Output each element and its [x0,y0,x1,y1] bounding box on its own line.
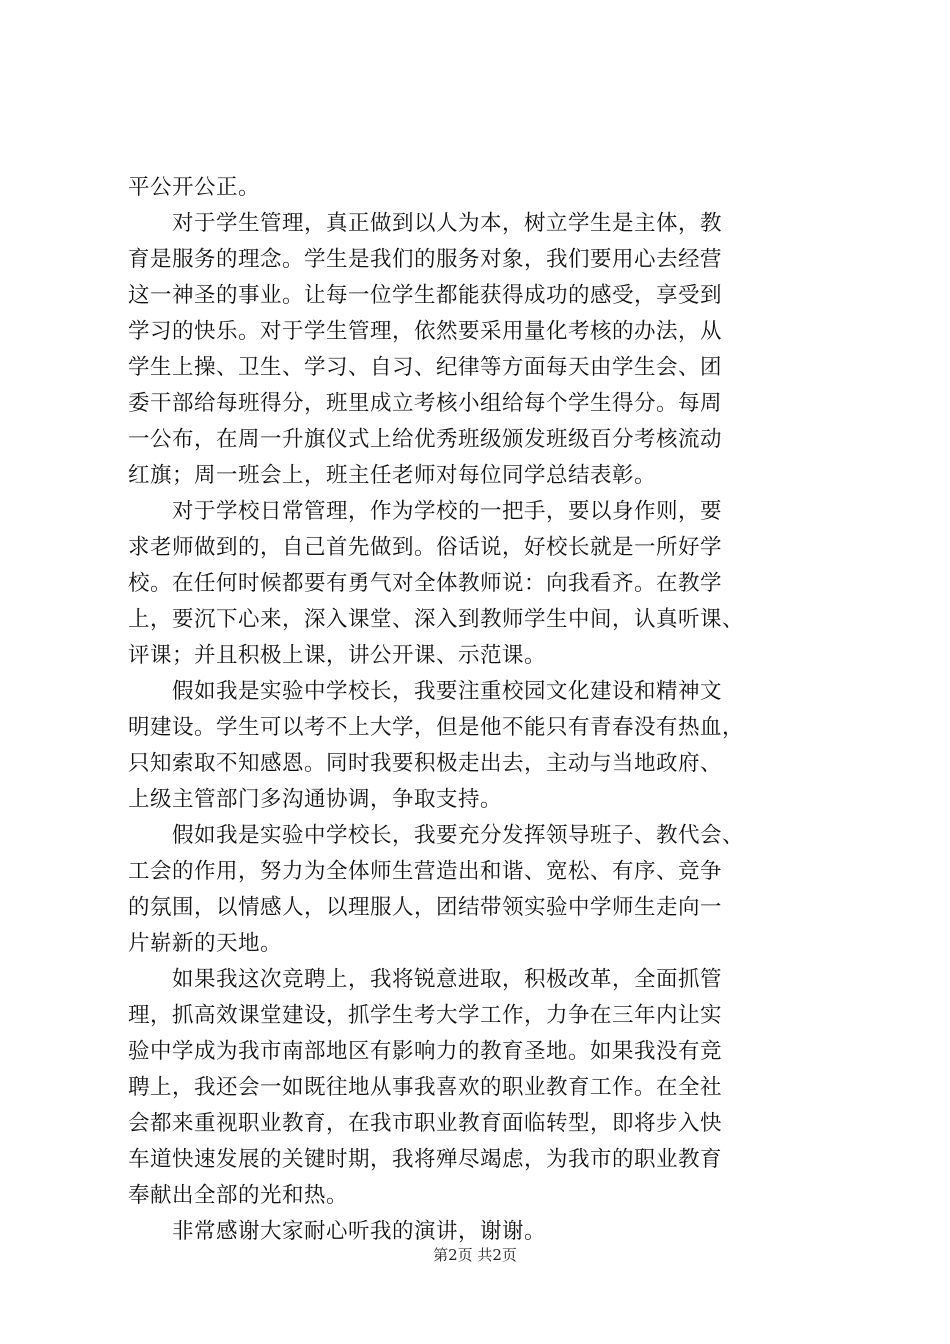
text-line: 只知索取不知感恩。同时我要积极走出去，主动与当地政府、 [128,751,723,776]
page-footer [0,1244,950,1265]
text-line: 片崭新的天地。 [128,931,283,956]
text-line: 工会的作用，努力为全体师生营造出和谐、宽松、有序、竞争 [128,859,723,884]
text-line: 对于学校日常管理，作为学校的一把手，要以身作则，要 [172,499,723,524]
text-line: 的氛围，以情感人，以理服人，团结带领实验中学师生走向一 [128,895,723,920]
text-line: 对于学生管理，真正做到以人为本，树立学生是主体，教 [172,211,723,236]
text-line: 车道快速发展的关键时期，我将殚尽竭虑，为我市的职业教育 [128,1147,723,1172]
text-line: 一公布，在周一升旗仪式上给优秀班级颁发班级百分考核流动 [128,427,723,452]
text-line: 平公开公正。 [128,175,261,200]
text-line: 聘上，我还会一如既往地从事我喜欢的职业教育工作。在全社 [128,1075,723,1100]
text-line: 会都来重视职业教育，在我市职业教育面临转型，即将步入快 [128,1111,723,1136]
text-line: 学生上操、卫生、学习、自习、纪律等方面每天由学生会、团 [128,355,723,380]
text-line: 育是服务的理念。学生是我们的服务对象，我们要用心去经营 [128,247,723,272]
text-line: 非常感谢大家耐心听我的演讲，谢谢。 [172,1219,547,1244]
text-line: 红旗；周一班会上，班主任老师对每位同学总结表彰。 [128,463,657,488]
text-line: 上，要沉下心来，深入课堂、深入到教师学生中间，认真听课、 [128,607,745,632]
text-line: 评课；并且积极上课，讲公开课、示范课。 [128,643,547,668]
text-line: 学习的快乐。对于学生管理，依然要采用量化考核的办法，从 [128,319,723,344]
document-body [128,170,832,1250]
text-line: 校。在任何时候都要有勇气对全体教师说：向我看齐。在教学 [128,571,723,596]
text-line: 求老师做到的，自己首先做到。俗话说，好校长就是一所好学 [128,535,723,560]
text-line: 理，抓高效课堂建设，抓学生考大学工作，力争在三年内让实 [128,1003,723,1028]
page-number-label: 第2页 共2页 [433,1246,517,1264]
text-line: 奉献出全部的光和热。 [128,1183,349,1208]
text-line: 假如我是实验中学校长，我要注重校园文化建设和精神文 [172,679,723,704]
text-line: 如果我这次竞聘上，我将锐意进取，积极改革，全面抓管 [172,967,723,992]
text-line: 假如我是实验中学校长，我要充分发挥领导班子、教代会、 [172,823,745,848]
text-line: 明建设。学生可以考不上大学，但是他不能只有青春没有热血， [128,715,745,740]
text-line: 上级主管部门多沟通协调，争取支持。 [128,787,503,812]
text-line: 委干部给每班得分，班里成立考核小组给每个学生得分。每周 [128,391,723,416]
text-line: 这一神圣的事业。让每一位学生都能获得成功的感受，享受到 [128,283,723,308]
text-line: 验中学成为我市南部地区有影响力的教育圣地。如果我没有竞 [128,1039,723,1064]
